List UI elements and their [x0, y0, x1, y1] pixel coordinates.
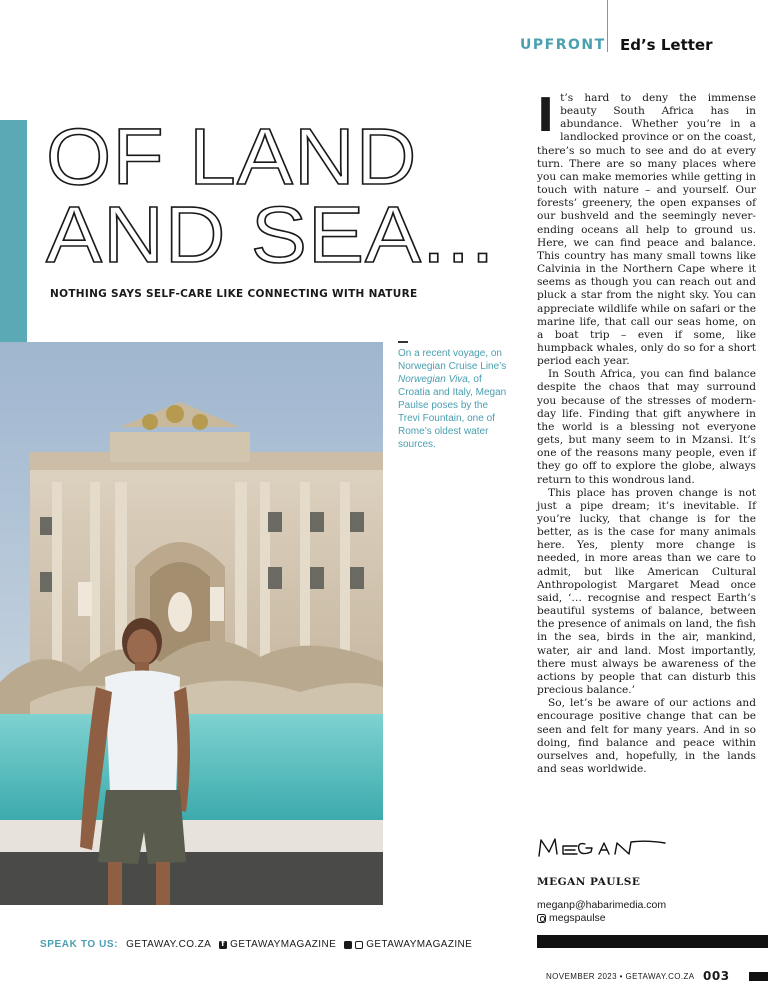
caption-ship-name: Norwegian Viva, [398, 374, 471, 385]
instagram-small-icon [355, 941, 363, 949]
headline [46, 112, 506, 279]
trevi-fountain-photo [0, 342, 383, 905]
speak-to-us-label: SPEAK TO US: [40, 939, 119, 950]
facebook-icon [219, 941, 227, 949]
drop-cap: I [537, 88, 555, 142]
caption-text-end: of Croatia and Italy, Megan Paulse poses by the Trevi Fountain, one of Rome’s oldest water sources. [398, 374, 507, 450]
author-instagram-handle: megspaulse [549, 912, 606, 924]
paragraph-4: So, let’s be aware of our actions and encourage positive change that can be seen and felt for many years. And in so doing, find balance and peace within ourselves and, hopefully, in the lands and seas worldwide. [537, 697, 756, 775]
section-label: UPFRONT [520, 37, 606, 53]
header-divider [607, 0, 608, 52]
letter-body [537, 88, 756, 776]
paragraph-2: In South Africa, you can find balance despite the chaos that may surround you because of the stresses of modern-day life. Finding that gift anywhere in the world is a blessing not everyone gets, but many seem to in Mzansi. It’s one of the reasons many people, even if they go off to explore the globe, always return to this wondrous land. [537, 368, 756, 486]
author-email[interactable]: meganp@habarimedia.com [537, 899, 667, 911]
headline-line-1: OF LAND [46, 112, 418, 201]
footer-twitter-instagram[interactable] [344, 939, 472, 950]
subheadline: NOTHING SAYS SELF-CARE LIKE CONNECTING WITH NATURE [50, 288, 418, 300]
section-title: Ed’s Letter [620, 36, 713, 54]
paragraph-1-text: t’s hard to deny the immense beauty South Africa has in abundance. Whether you’re in a landlocked province or on the coast, there’s so much to see and do at every turn. There are so many places where you can make memories while getting in touch with nature – and yourself. Our forests’ greenery, the open expanses of our bushveld and the seemingly never-ending oceans all help to ground us. Here, we can find peace and balance. This country has many small towns like Calvinia in the Northern Cape where it seems as though you can reach out and pluck a star from the night sky. You can appreciate wildlife while on safari or the marine life, that call our seas home, on a boat trip – even if some, like humpback whales, only do so for a short period each year. [537, 92, 756, 368]
photo-caption [398, 347, 508, 451]
author-name: MEGAN PAULSE [537, 876, 641, 888]
author-instagram[interactable] [537, 912, 606, 924]
footer-facebook-text: GETAWAYMAGAZINE [230, 939, 337, 950]
caption-text-start: On a recent voyage, on Norwegian Cruise Line’s [398, 348, 507, 372]
twitter-icon [344, 941, 352, 949]
caption-dash [398, 341, 408, 343]
paragraph-1 [537, 88, 756, 368]
folio-line: NOVEMBER 2023 • GETAWAY.CO.ZA [546, 972, 695, 981]
footer-twitter-instagram-text: GETAWAYMAGAZINE [366, 939, 473, 950]
page-number: 003 [703, 969, 730, 983]
folio-bar [749, 972, 768, 981]
footer-contact [40, 939, 472, 950]
decorative-black-bar [537, 935, 768, 948]
instagram-icon [537, 914, 546, 923]
footer-facebook[interactable] [219, 939, 336, 950]
handwritten-signature [537, 834, 677, 860]
headline-line-2: AND SEA... [46, 190, 496, 279]
paragraph-3: This place has proven change is not just a pipe dream; it’s inevitable. If you’re lucky, that change is for the better, as is the case for many animals here. Yes, plenty more change is needed, in more areas than we care to admit, but like American Cultural Anthropologist Margaret Mead once said, ‘… recognise and respect Earth’s beautiful systems of balance, between the presence of animals on land, the fish in the sea, birds in the air, mankind, water, air and land. Most importantly, there must always be awareness of the actions by people that can disturb this precious balance.’ [537, 486, 756, 697]
footer-website[interactable]: GETAWAY.CO.ZA [126, 939, 212, 950]
